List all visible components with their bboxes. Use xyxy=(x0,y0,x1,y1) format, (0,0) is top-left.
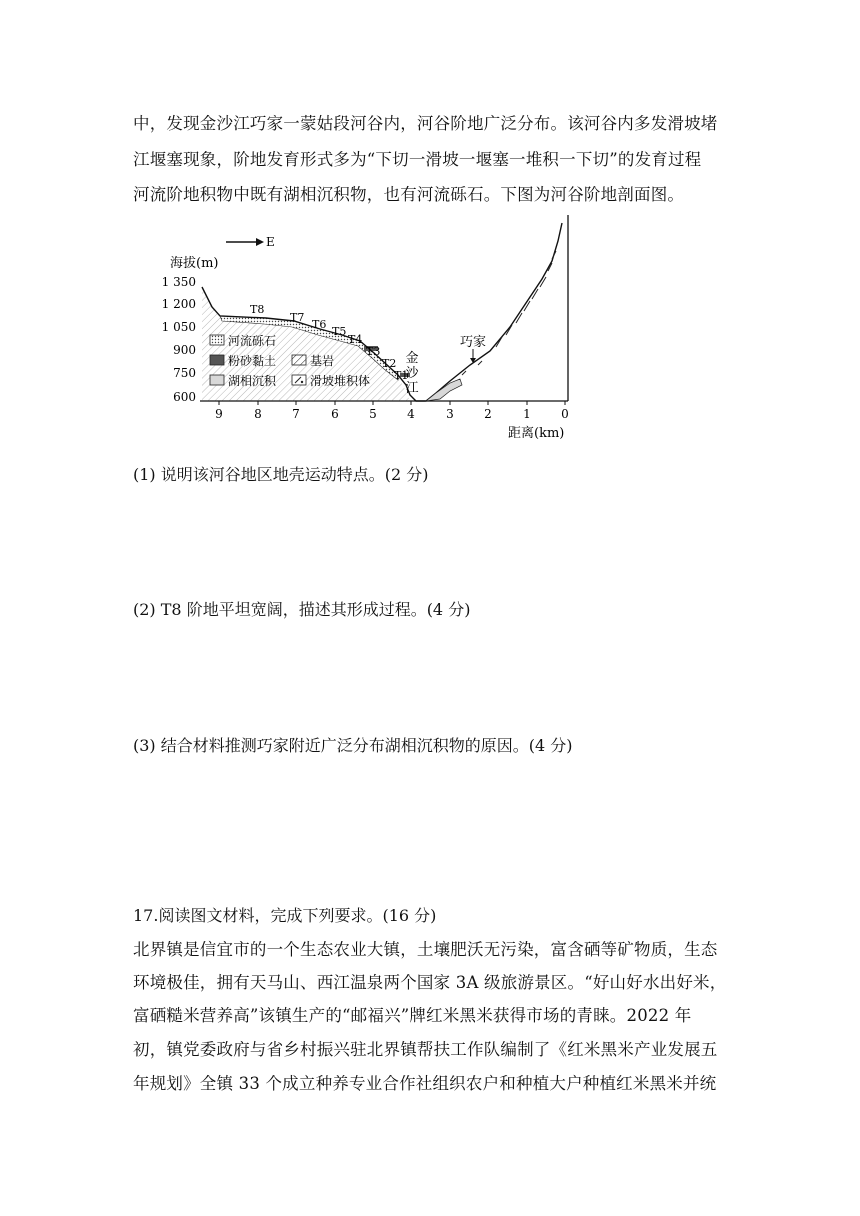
legend-swatch-bedrock xyxy=(292,355,306,365)
terrace-label-t2: T2 xyxy=(382,357,397,370)
question-2: (2) T8 阶地平坦宽阔，描述其形成过程。(4 分) xyxy=(133,600,471,619)
valley-terrace-profile-figure xyxy=(160,215,600,445)
terrace-label-t6: T6 xyxy=(312,318,327,331)
legend-swatch-silt xyxy=(210,355,224,365)
x-tick-label: 2 xyxy=(484,407,492,421)
intro-line-3: 河流阶地积物中既有湖相沉积物，也有河流砾石。下图为河谷阶地剖面图。 xyxy=(133,185,685,204)
terrace-label-t4: T4 xyxy=(348,333,363,346)
q17-line: 北界镇是信宜市的一个生态农业大镇，土壤肥沃无污染，富含硒等矿物质，生态 xyxy=(133,940,718,959)
lake-sediment-fill xyxy=(426,379,462,401)
q17-line: 富硒糙米营养高”该镇生产的“邮福兴”牌红米黑米获得市场的青睐。2022 年 xyxy=(133,1006,692,1025)
terrace-label-t5: T5 xyxy=(332,325,347,338)
x-axis-title: 距离(km) xyxy=(508,426,565,441)
x-tick-label: 0 xyxy=(561,407,569,421)
x-tick-label: 8 xyxy=(254,407,262,421)
x-tick-label: 7 xyxy=(292,407,300,421)
town-label: 巧家 xyxy=(460,335,487,350)
direction-label: E xyxy=(266,235,275,249)
legend-label-gravel: 河流砾石 xyxy=(228,334,277,348)
legend-label-bedrock: 基岩 xyxy=(310,354,335,368)
question-1: (1) 说明该河谷地区地壳运动特点。(2 分) xyxy=(133,465,429,484)
y-tick-label: 1 350 xyxy=(161,275,196,289)
x-tick-label: 4 xyxy=(407,407,415,421)
legend-swatch-gravel xyxy=(210,335,224,345)
legend-swatch-lake xyxy=(210,375,224,385)
q17-line: 年规划》全镇 33 个成立种养专业合作社组织农户和种植大户种植红米黑米并统 xyxy=(133,1074,717,1093)
q17-line: 初，镇党委政府与省乡村振兴驻北界镇帮扶工作队编制了《红米黑米产业发展五 xyxy=(133,1040,718,1059)
legend-label-lake: 湖相沉积 xyxy=(228,374,277,388)
y-tick-label: 600 xyxy=(173,390,196,404)
river-label-char: 沙 xyxy=(405,366,419,381)
legend-label-silt: 粉砂黏土 xyxy=(228,354,277,368)
intro-line-2: 江堰塞现象，阶地发育形式多为“下切一滑坡一堰塞一堆积一下切”的发育过程 xyxy=(133,150,702,169)
terrace-label-t1: T1 xyxy=(394,369,409,382)
legend-label-landslide: 滑坡堆积体 xyxy=(310,374,371,388)
x-tick-label: 5 xyxy=(369,407,377,421)
intro-line-1: 中，发现金沙江巧家一蒙姑段河谷内，河谷阶地广泛分布。该河谷内多发滑坡堵 xyxy=(133,114,718,133)
terrace-label-t3: T3 xyxy=(366,345,381,358)
x-tick-label: 9 xyxy=(215,407,223,421)
direction-arrow xyxy=(226,238,264,246)
terrace-label-t7: T7 xyxy=(290,311,305,324)
y-axis-title: 海拔(m) xyxy=(170,256,219,271)
x-tick-label: 1 xyxy=(523,407,531,421)
river-label-char: 江 xyxy=(405,381,419,396)
terrace-label-t8: T8 xyxy=(250,303,265,316)
question-17-title: 17.阅读图文材料，完成下列要求。(16 分) xyxy=(133,906,437,925)
question-3: (3) 结合材料推测巧家附近广泛分布湖相沉积物的原因。(4 分) xyxy=(133,736,573,755)
x-tick-label: 3 xyxy=(446,407,454,421)
q17-line: 环境极佳，拥有天马山、西江温泉两个国家 3A 级旅游景区。“好山好水出好米， xyxy=(133,973,727,992)
river-label-char: 金 xyxy=(405,351,419,366)
y-tick-label: 750 xyxy=(173,366,196,380)
y-tick-label: 1 050 xyxy=(161,320,196,334)
legend-swatch-landslide xyxy=(292,375,306,385)
y-tick-label: 900 xyxy=(173,343,196,357)
y-tick-label: 1 200 xyxy=(161,297,196,311)
x-tick-label: 6 xyxy=(331,407,339,421)
